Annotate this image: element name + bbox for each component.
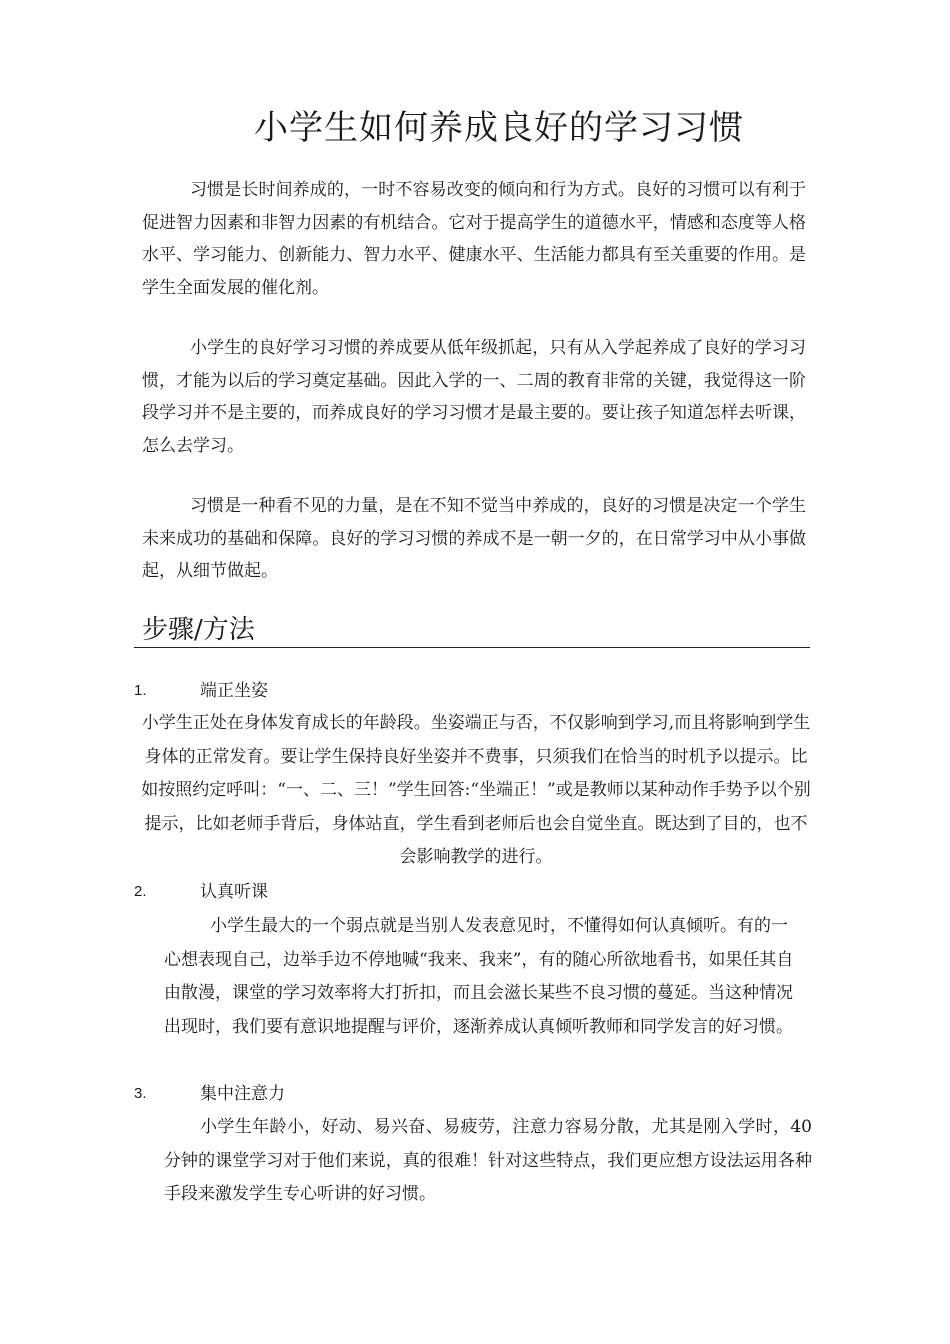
- step-3-body: 小学生年龄小，好动、易兴奋、易疲劳，注意力容易分散，尤其是刚入学时，40分钟的课堂学习对于他们来说，真的很难！针对这些特点，我们更应想方设法运用各种手段来激发学生专心听讲的好习惯。: [164, 1117, 812, 1204]
- document-title: 小学生如何养成良好的学习习惯: [254, 108, 744, 148]
- intro-paragraph-2: 小学生的良好学习习惯的养成要从低年级抓起，只有从入学起养成了良好的学习习惯，才能为以后的学习奠定基础。因此入学的一、二周的教育非常的关键，我觉得这一阶段学习并不是主要的，而养成良好的学习习惯才是最主要的。要让孩子知道怎样去听课，怎么去学习。: [142, 338, 806, 456]
- step-3-number: 3.: [134, 1085, 147, 1102]
- intro-paragraph-1: 习惯是长时间养成的，一时不容易改变的倾向和行为方式。良好的习惯可以有利于促进智力因素和非智力因素的有机结合。它对于提高学生的道德水平，情感和态度等人格水平、学习能力、创新能力、智力水平、健康水平、生活能力都具有至关重要的作用。是学生全面发展的催化剂。: [142, 180, 806, 298]
- section-divider: [134, 647, 810, 648]
- step-1-title: 端正坐姿: [200, 681, 268, 701]
- step-2-number: 2.: [134, 883, 147, 900]
- step-1-body: 小学生正处在身体发育成长的年龄段。坐姿端正与否，不仅影响到学习,而且将影响到学生身体的正常发育。要让学生保持良好坐姿并不费事，只须我们在恰当的时机予以提示。比如按照约定呼叫：“一、二、三！”学生回答:“坐端正！”或是教师以某种动作手势予以个别提示，比如老师手背后，身体站直，学生看到老师后也会自觉坐直。既达到了目的，也不会影响教学的进行。: [141, 713, 811, 867]
- step-1-heading: [134, 677, 268, 705]
- step-2-heading: [134, 878, 268, 906]
- intro-paragraph-3: 习惯是一种看不见的力量，是在不知不觉当中养成的，良好的习惯是决定一个学生未来成功的基础和保障。良好的学习习惯的养成不是一朝一夕的，在日常学习中从小事做起，从细节做起。: [142, 496, 806, 581]
- step-2-body: 小学生最大的一个弱点就是当别人发表意见时，不懂得如何认真倾听。有的一心想表现自己，边举手边不停地喊“我来、我来”，有的随心所欲地看书，如果任其自由散漫，课堂的学习效率将大打折扣，而且会滋长某些不良习惯的蔓延。当这种情况出现时，我们要有意识地提醒与评价，逐渐养成认真倾听教师和同学发言的好习惯。: [164, 916, 794, 1037]
- step-3-heading: [134, 1080, 285, 1108]
- step-3-title: 集中注意力: [200, 1084, 285, 1104]
- step-1-number: 1.: [134, 682, 147, 699]
- step-2-title: 认真听课: [200, 882, 268, 902]
- section-heading: 步骤/方法: [142, 615, 255, 645]
